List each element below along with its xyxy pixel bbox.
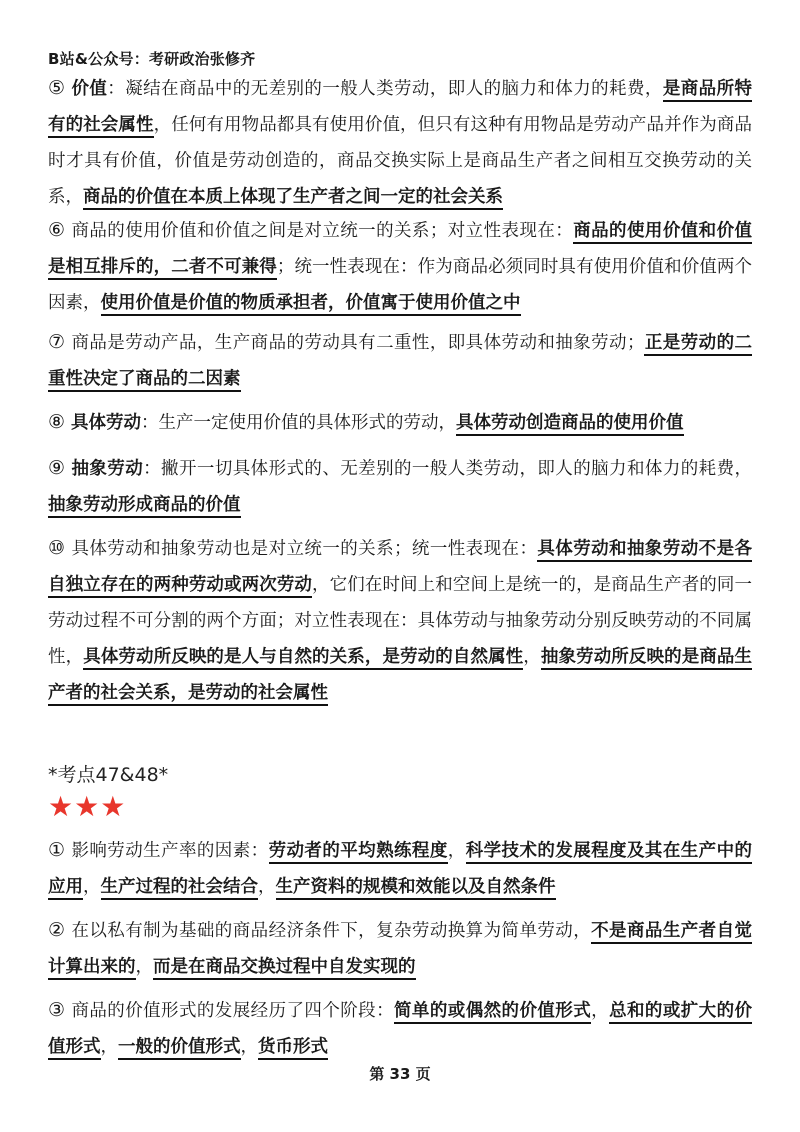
page-number: 第 33 页 bbox=[369, 1065, 431, 1083]
point-b3 bbox=[48, 992, 752, 1065]
item-number: ① bbox=[48, 839, 66, 861]
body-text: ，它们在时间上和空间上是统一的，是商品生产者的同一劳动过程不可分割的两个方面；对立性表现在：具体劳动与抽象劳动分别反映劳动的不同属性， bbox=[48, 575, 753, 667]
defined-term: 具体劳动 bbox=[71, 413, 142, 433]
key-point-highlight: 正是劳动的二重性决定了商品的二因素 bbox=[48, 333, 752, 392]
item-body bbox=[48, 79, 752, 210]
key-point-highlight: 货币形式 bbox=[258, 1037, 328, 1060]
point-6 bbox=[48, 212, 752, 321]
key-point-highlight: 总和的或扩大的价值形式 bbox=[48, 1001, 752, 1060]
key-point-highlight: 生产资料的规模和效能以及自然条件 bbox=[276, 877, 556, 900]
body-text: 商品是劳动产品，生产商品的劳动具有二重性，即具体劳动和抽象劳动； bbox=[71, 333, 645, 353]
point-7 bbox=[48, 324, 752, 397]
section-title: *考点47&48* bbox=[48, 764, 169, 786]
key-point-highlight: 商品的价值在本质上体现了生产者之间一定的社会关系 bbox=[83, 187, 503, 210]
point-8 bbox=[48, 404, 752, 441]
key-point-highlight: 商品的使用价值和价值是相互排斥的，二者不可兼得 bbox=[48, 221, 752, 280]
body-text: 在以私有制为基础的商品经济条件下，复杂劳动换算为简单劳动， bbox=[71, 921, 592, 941]
point-5 bbox=[48, 70, 752, 215]
item-number: ② bbox=[48, 919, 66, 941]
point-9 bbox=[48, 450, 752, 523]
body-text: ：撇开一切具体形式的、无差别的一般人类劳动，即人的脑力和体力的耗费， bbox=[143, 459, 752, 479]
body-text: ， bbox=[523, 647, 541, 667]
item-body bbox=[48, 921, 752, 980]
key-point-highlight: 具体劳动所反映的是人与自然的关系，是劳动的自然属性 bbox=[83, 647, 523, 670]
key-point-highlight: 抽象劳动形成商品的价值 bbox=[48, 495, 241, 518]
body-text: ， bbox=[100, 1037, 118, 1057]
item-number: ③ bbox=[48, 999, 66, 1021]
key-point-highlight: 不是商品生产者自觉计算出来的 bbox=[48, 921, 752, 980]
item-number: ⑨ bbox=[48, 457, 66, 479]
body-text: ，任何有用物品都具有使用价值，但只有这种有用物品是劳动产品并作为商品时才具有价值，价值是劳动创造的，商品交换实际上是商品生产者之间相互交换劳动的关系， bbox=[48, 115, 753, 207]
body-text: ， bbox=[258, 877, 276, 897]
body-text: ， bbox=[240, 1037, 258, 1057]
body-text: 商品的使用价值和价值之间是对立统一的关系；对立性表现在： bbox=[71, 221, 574, 241]
star-rating: ★★★ bbox=[48, 790, 127, 823]
item-number: ⑧ bbox=[48, 411, 66, 433]
item-number: ⑩ bbox=[48, 537, 66, 559]
item-body bbox=[71, 413, 684, 436]
defined-term: 抽象劳动 bbox=[71, 459, 144, 479]
body-text: 商品的价值形式的发展经历了四个阶段： bbox=[71, 1001, 395, 1021]
body-text: ， bbox=[591, 1001, 610, 1021]
item-body bbox=[48, 1001, 752, 1060]
defined-term: 价值 bbox=[71, 79, 108, 99]
body-text: ：凝结在商品中的无差别的一般人类劳动，即人的脑力和体力的耗费， bbox=[107, 79, 663, 99]
key-point-highlight: 科学技术的发展程度及其在生产中的应用 bbox=[48, 841, 752, 900]
item-body bbox=[48, 841, 752, 900]
item-number: ⑤ bbox=[48, 77, 66, 99]
body-text: 具体劳动和抽象劳动也是对立统一的关系；统一性表现在： bbox=[71, 539, 538, 559]
key-point-highlight: 具体劳动创造商品的使用价值 bbox=[456, 413, 684, 436]
item-body bbox=[48, 539, 752, 706]
key-point-highlight: 抽象劳动所反映的是商品生产者的社会关系，是劳动的社会属性 bbox=[48, 647, 752, 706]
item-body bbox=[48, 333, 752, 392]
item-number: ⑦ bbox=[48, 331, 66, 353]
point-10 bbox=[48, 530, 752, 711]
page-header: B站&公众号：考研政治张修齐 bbox=[48, 50, 256, 68]
item-body bbox=[48, 221, 752, 316]
key-point-highlight: 具体劳动和抽象劳动不是各自独立存在的两种劳动或两次劳动 bbox=[48, 539, 752, 598]
key-point-highlight: 一般的价值形式 bbox=[118, 1037, 241, 1060]
key-point-highlight: 是商品所特有的社会属性 bbox=[48, 79, 752, 138]
body-text: 影响劳动生产率的因素： bbox=[71, 841, 269, 861]
item-body bbox=[48, 459, 752, 518]
body-text: ， bbox=[135, 957, 153, 977]
point-b2 bbox=[48, 912, 752, 985]
key-point-highlight: 劳动者的平均熟练程度 bbox=[269, 841, 448, 864]
body-text: ， bbox=[447, 841, 466, 861]
key-point-highlight: 生产过程的社会结合 bbox=[101, 877, 259, 900]
key-point-highlight: 而是在商品交换过程中自发实现的 bbox=[153, 957, 416, 980]
body-text: ， bbox=[83, 877, 101, 897]
body-text: ；统一性表现在：作为商品必须同时具有使用价值和价值两个因素， bbox=[48, 257, 753, 313]
point-b1 bbox=[48, 832, 752, 905]
key-point-highlight: 简单的或偶然的价值形式 bbox=[394, 1001, 591, 1024]
body-text: ：生产一定使用价值的具体形式的劳动， bbox=[141, 413, 457, 433]
key-point-highlight: 使用价值是价值的物质承担者，价值寓于使用价值之中 bbox=[101, 293, 521, 316]
item-number: ⑥ bbox=[48, 219, 66, 241]
